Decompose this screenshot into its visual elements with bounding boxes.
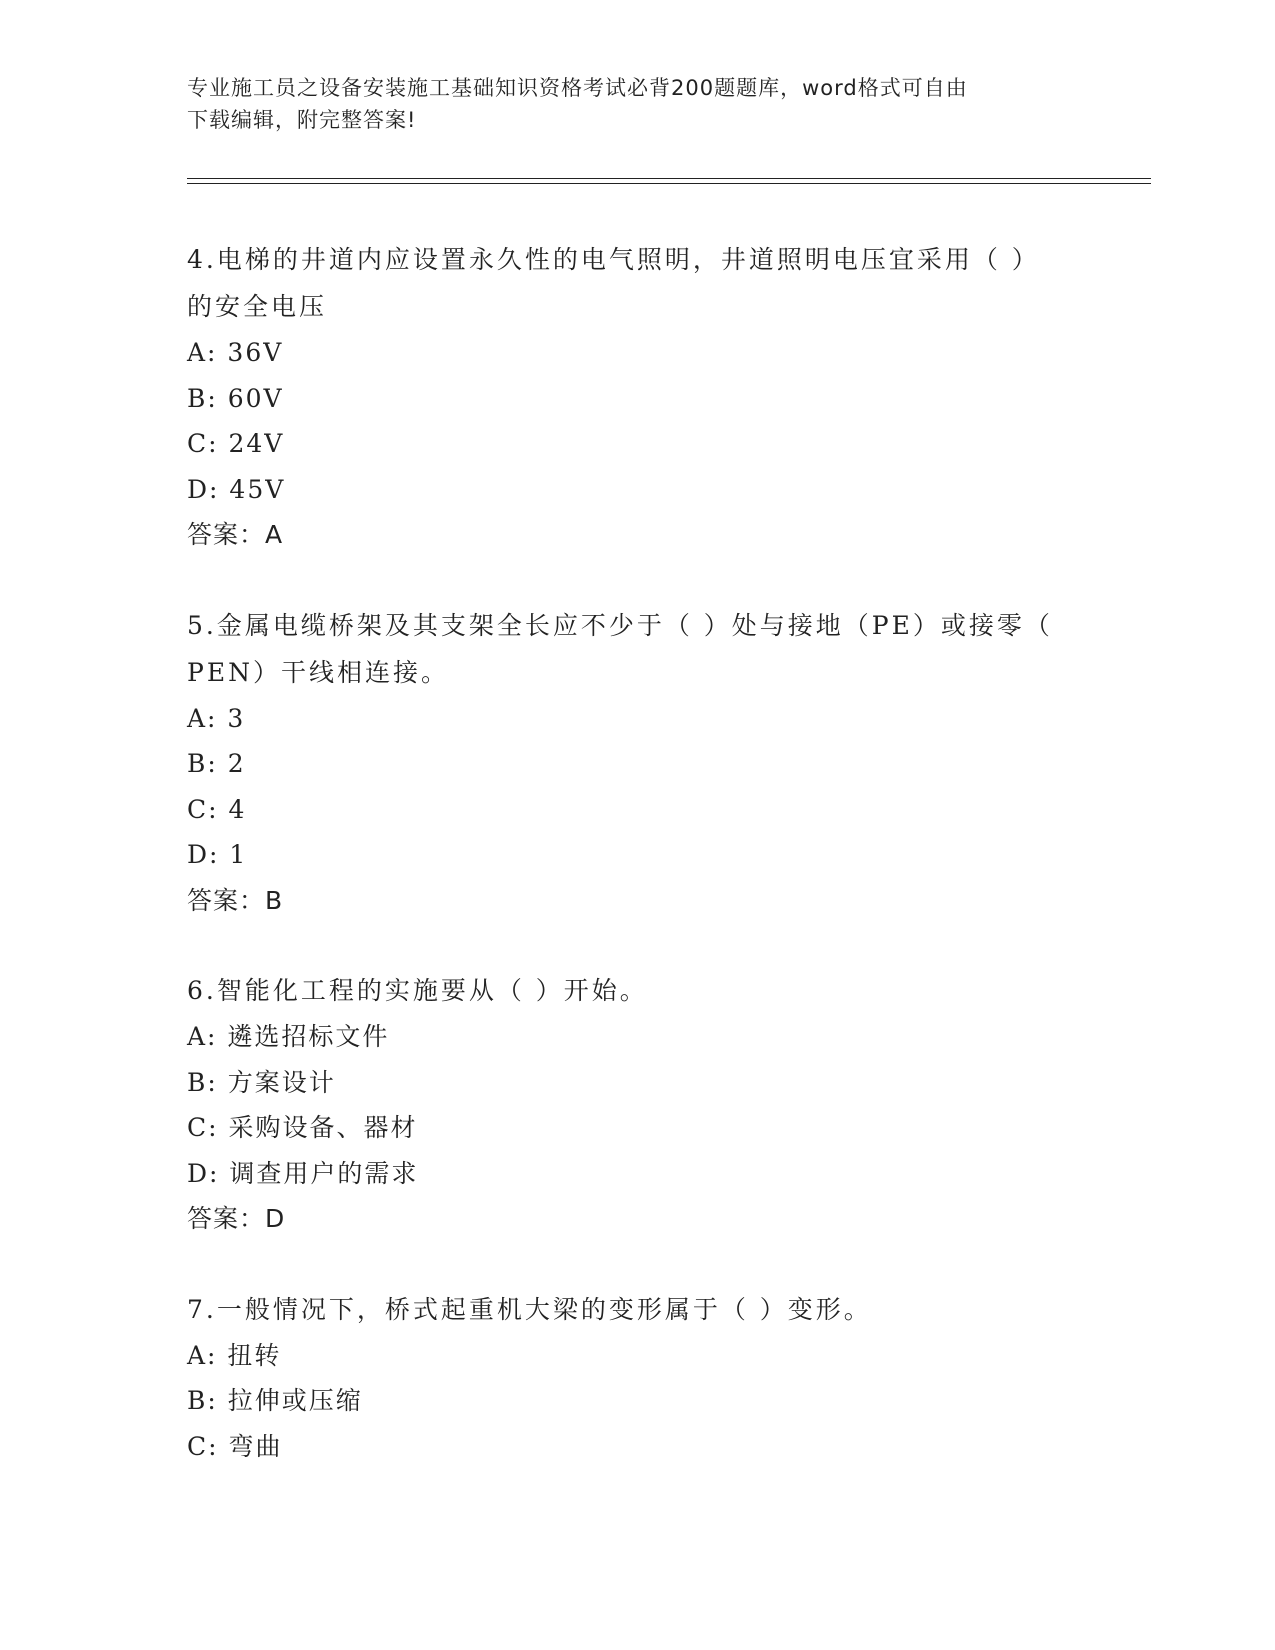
header-line-1: 专业施工员之设备安装施工基础知识资格考试必背200题题库，word格式可自由 [187, 76, 968, 100]
option-d: D: 1 [187, 840, 248, 869]
option-c: C: 弯曲 [187, 1431, 283, 1461]
option-c: C: 4 [187, 794, 247, 824]
header-divider-bottom [187, 183, 1151, 184]
option-a: A: 36V [187, 338, 284, 367]
option-b: B: 拉伸或压缩 [187, 1386, 363, 1415]
answer-line: 答案：A [187, 520, 284, 549]
question-stem-line: 的安全电压 [187, 292, 328, 321]
option-d: D: 45V [187, 474, 286, 504]
document-header [187, 72, 1087, 136]
question-5 [187, 602, 1087, 924]
option-a: A: 3 [187, 703, 246, 733]
question-stem-line: 4.电梯的井道内应设置永久性的电气照明，井道照明电压宜采用（ ） [187, 245, 1040, 274]
header-divider-top [187, 178, 1151, 179]
option-a: A: 扭转 [187, 1340, 282, 1370]
answer-line: 答案：D [187, 1204, 286, 1233]
option-c: C: 24V [187, 429, 285, 458]
option-b: B: 2 [187, 749, 246, 778]
question-4 [187, 236, 1087, 558]
question-7 [187, 1286, 1087, 1470]
question-stem-line: 6.智能化工程的实施要从（ ）开始。 [187, 976, 648, 1005]
option-b: B: 60V [187, 383, 284, 413]
option-b: B: 方案设计 [187, 1067, 336, 1097]
header-line-2: 下载编辑，附完整答案! [187, 108, 417, 132]
option-c: C: 采购设备、器材 [187, 1113, 418, 1142]
question-stem-line: PEN）干线相连接。 [187, 657, 449, 687]
option-a: A: 遴选招标文件 [187, 1022, 390, 1051]
question-6 [187, 967, 1087, 1242]
question-stem-line: 7.一般情况下，桥式起重机大梁的变形属于（ ）变形。 [187, 1294, 872, 1324]
question-list [187, 236, 1087, 1513]
option-d: D: 调查用户的需求 [187, 1158, 419, 1188]
answer-line: 答案：B [187, 885, 284, 915]
question-stem-line: 5.金属电缆桥架及其支架全长应不少于（ ）处与接地（PE）或接零（ [187, 610, 1053, 640]
